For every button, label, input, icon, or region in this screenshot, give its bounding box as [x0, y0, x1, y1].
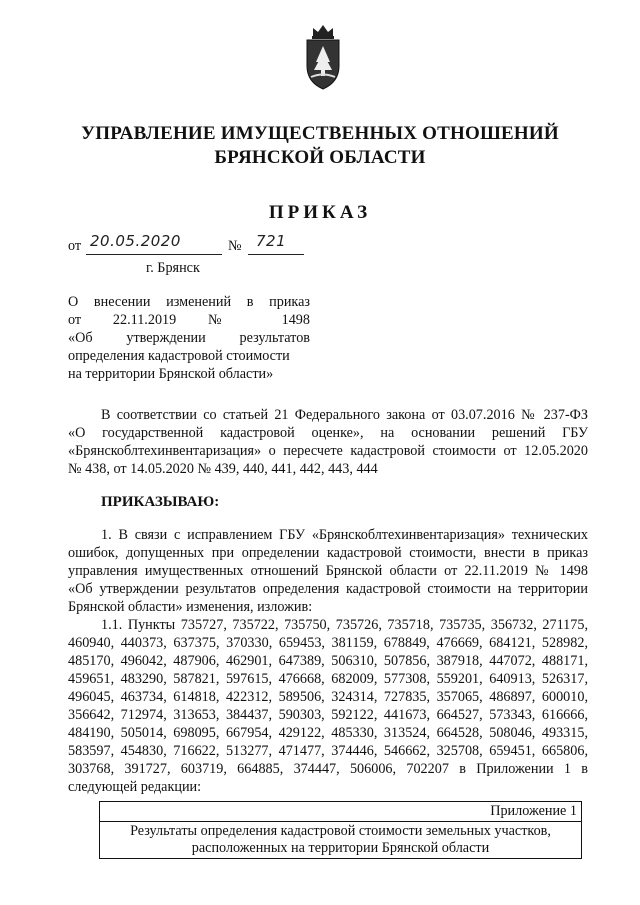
preamble-line: В соответствии со статьей 21 Федерального закона от 03.07.2016 № 237-ФЗ [101, 407, 588, 423]
number-handwritten: 721 [256, 232, 287, 250]
item11-line: 484190, 505014, 698095, 667954, 429122, 485330, 313524, 664528, 508046, 493315, [68, 725, 588, 741]
subject-line: «Об утверждении результатов [68, 330, 310, 346]
order-word: ПРИКАЗЫВАЮ: [101, 494, 220, 510]
organization-name-line1: УПРАВЛЕНИЕ ИМУЩЕСТВЕННЫХ ОТНОШЕНИЙ [81, 123, 559, 144]
preamble-line: № 438, от 14.05.2020 № 439, 440, 441, 442, 443, 444 [68, 461, 378, 477]
organization-name-line2: БРЯНСКОЙ ОБЛАСТИ [214, 147, 426, 168]
item11-line: 496045, 463734, 614818, 422312, 589506, 324314, 727835, 357065, 486897, 600010, [68, 689, 588, 705]
item11-line: следующей редакции: [68, 779, 202, 795]
preamble-line: «О государственной кадастровой оценке», на основании решений ГБУ [68, 425, 588, 441]
preamble-line: «Брянскоблтехинвентаризация» о пересчете кадастровой стоимости от 12.05.2020 [68, 443, 588, 459]
appendix-table [99, 801, 582, 859]
coat-of-arms-icon [299, 22, 347, 92]
subject-line: определения кадастровой стоимости [68, 348, 290, 364]
subject-line: от 22.11.2019 № 1498 [68, 312, 310, 328]
item11-line: 460940, 440373, 637375, 370330, 659453, 381159, 678849, 476669, 684121, 528982, [68, 635, 588, 651]
item1-line: «Об утверждении результатов определения кадастровой стоимости на территории [68, 581, 588, 597]
item11-line: 356642, 712974, 313653, 384437, 590303, 592122, 441673, 664527, 573343, 616666, [68, 707, 588, 723]
item1-line: управления имущественных отношений Брянской области от 22.11.2019 № 1498 [68, 563, 588, 579]
document-type-title: ПРИКАЗ [268, 202, 372, 223]
item1-line: Брянской области» изменения, изложив: [68, 599, 313, 615]
subject-line: на территории Брянской области» [68, 366, 274, 382]
item11-line: 459651, 483290, 587821, 597615, 476668, 682009, 577308, 559201, 640913, 526317, [68, 671, 588, 687]
city: г. Брянск [146, 260, 200, 276]
number-underline [248, 254, 304, 255]
date-handwritten: 20.05.2020 [90, 232, 181, 250]
date-underline [86, 254, 222, 255]
item11-line: 1.1. Пункты 735727, 735722, 735750, 735726, 735718, 735735, 356732, 271175, [101, 617, 588, 633]
item11-line: 303768, 391727, 603719, 664885, 374447, 506006, 702207 в Приложении 1 в [68, 761, 588, 777]
table-caption-line2: расположенных на территории Брянской области [191, 840, 490, 856]
item11-line: 583597, 454830, 716622, 513277, 471477, 374446, 546662, 325708, 659451, 665806, [68, 743, 588, 759]
table-divider [100, 821, 581, 822]
table-caption-line1: Результаты определения кадастровой стоимости земельных участков, [130, 823, 551, 839]
subject-line: О внесении изменений в приказ [68, 294, 310, 310]
number-prefix: № [228, 238, 242, 254]
appendix-label: Приложение 1 [490, 803, 577, 819]
item1-line: ошибок, допущенных при определении кадастровой стоимости, внести в приказ [68, 545, 588, 561]
item1-line: 1. В связи с исправлением ГБУ «Брянскоблтехинвентаризация» технических [101, 527, 588, 543]
item11-line: 485170, 496042, 487906, 462901, 647389, 506310, 507856, 387918, 447072, 488171, [68, 653, 588, 669]
date-prefix: от [68, 238, 82, 254]
